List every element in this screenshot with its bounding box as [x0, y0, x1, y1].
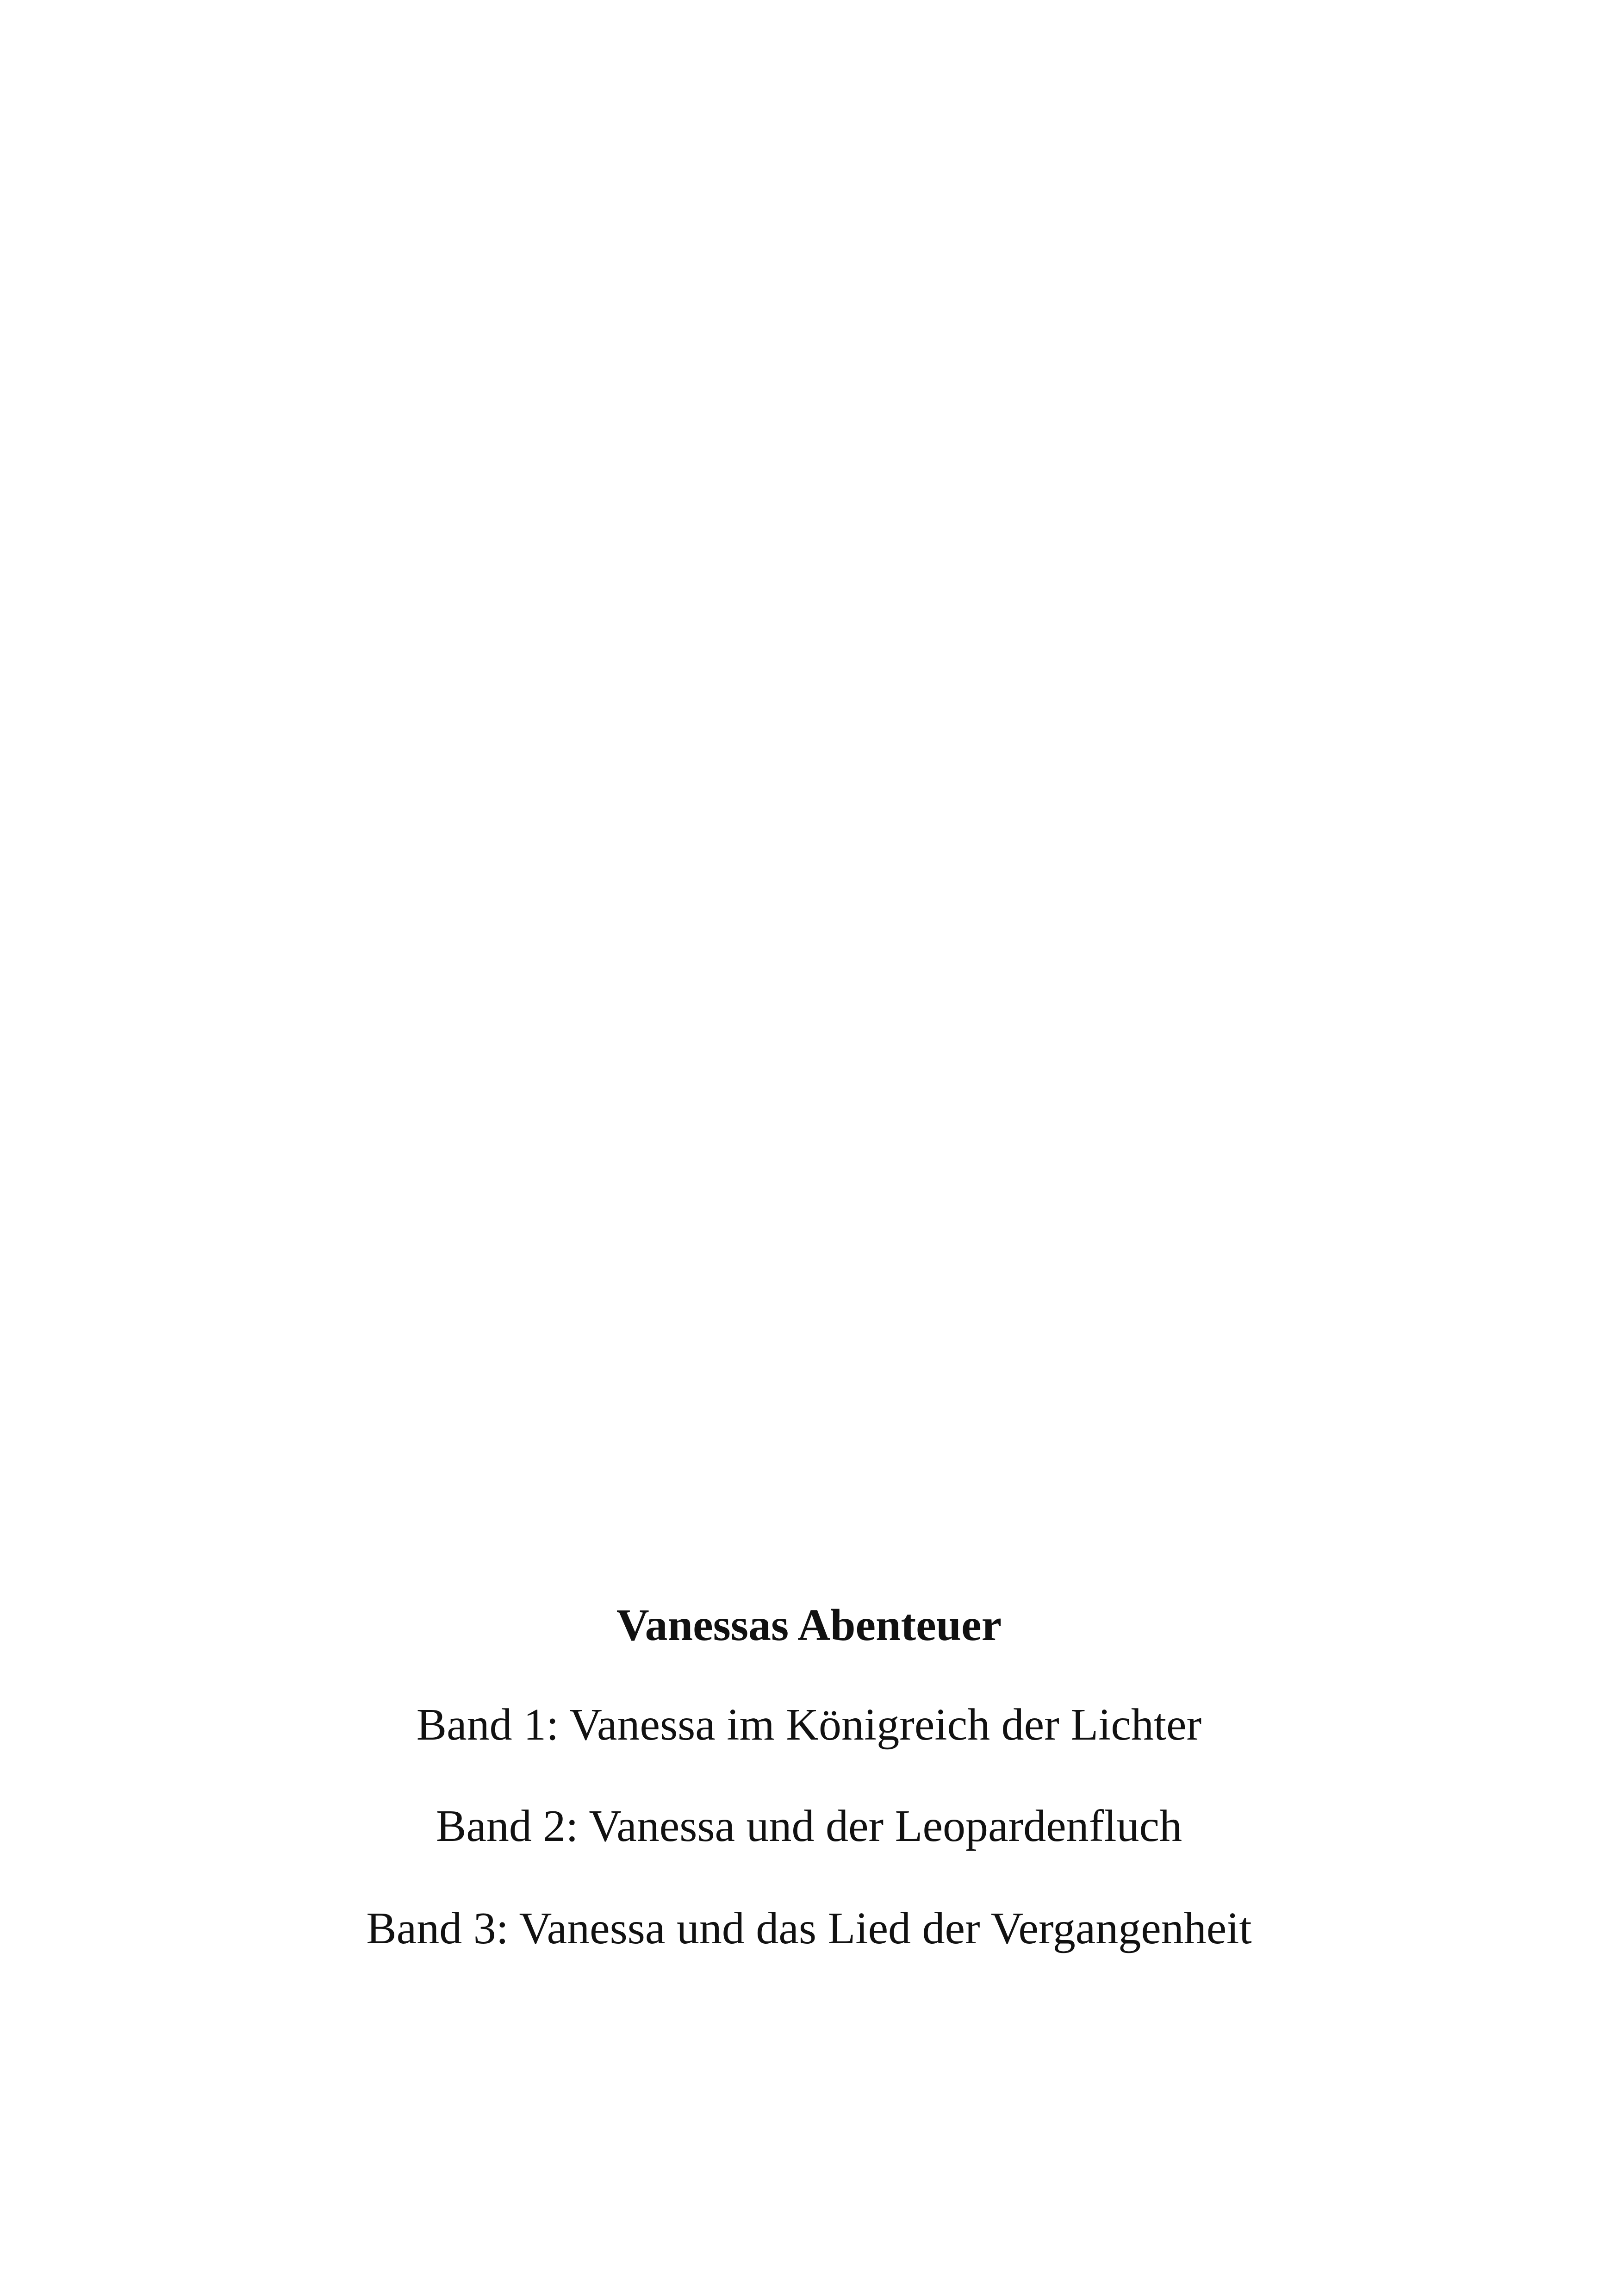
volume-3-title: Band 3: Vanessa und das Lied der Vergangenheit — [366, 1903, 1252, 1953]
volume-2-title: Band 2: Vanessa und der Leopardenfluch — [436, 1801, 1182, 1851]
series-title: Vanessas Abenteuer — [616, 1600, 1002, 1650]
volume-1-title: Band 1: Vanessa im Königreich der Lichter — [416, 1700, 1202, 1750]
